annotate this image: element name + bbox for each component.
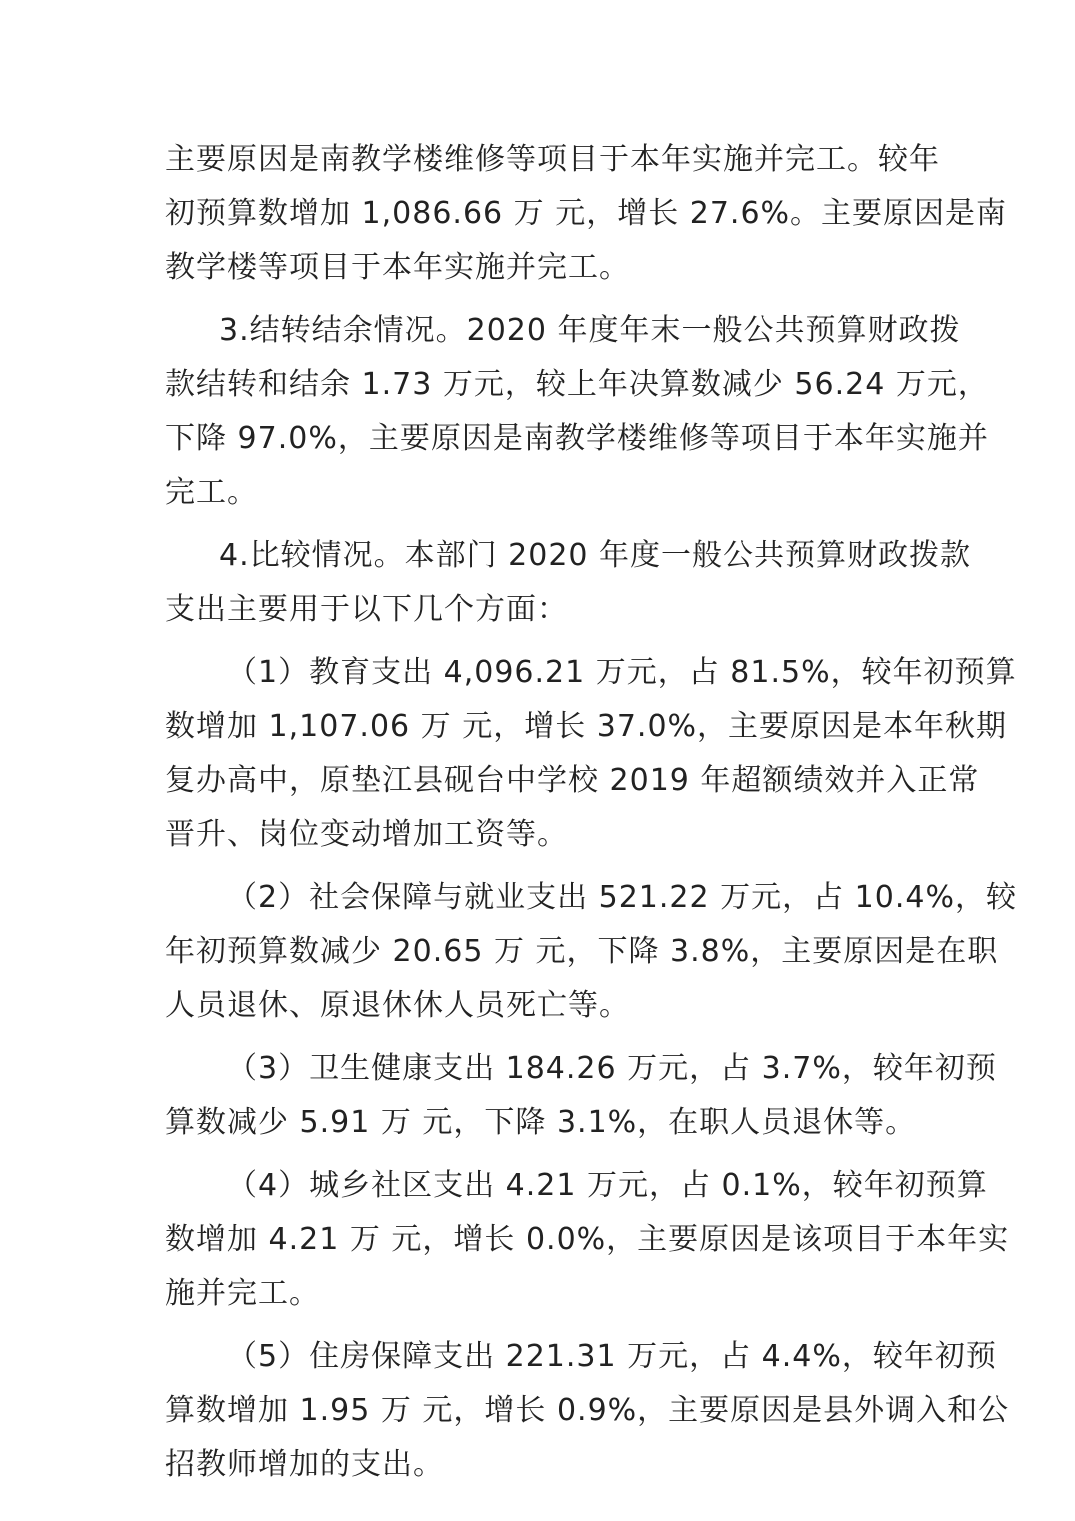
text-line: （2）社会保障与就业支出 521.22 万元，占 10.4%，较 bbox=[227, 880, 1017, 915]
text-line: （1）教育支出 4,096.21 万元，占 81.5%，较年初预算 bbox=[227, 655, 1017, 690]
text-line: 支出主要用于以下几个方面： bbox=[165, 592, 568, 627]
text-line: 教学楼等项目于本年实施并完工。 bbox=[165, 250, 630, 285]
text-line: 招教师增加的支出。 bbox=[165, 1447, 444, 1482]
text-line: 下降 97.0%，主要原因是南教学楼维修等项目于本年实施并 bbox=[165, 421, 989, 456]
text-line: 4.比较情况。本部门 2020 年度一般公共预算财政拨款 bbox=[219, 538, 972, 573]
text-line: 晋升、岗位变动增加工资等。 bbox=[165, 817, 568, 852]
text-line: 数增加 1,107.06 万 元，增长 37.0%，主要原因是本年秋期 bbox=[165, 709, 1008, 744]
text-line: 主要原因是南教学楼维修等项目于本年实施并完工。较年 bbox=[165, 142, 940, 177]
text-line: 施并完工。 bbox=[165, 1276, 320, 1311]
paragraph-education-expense bbox=[165, 646, 1017, 862]
text-line: 年初预算数减少 20.65 万 元，下降 3.8%，主要原因是在职 bbox=[165, 934, 999, 969]
text-line: 数增加 4.21 万 元，增长 0.0%，主要原因是该项目于本年实 bbox=[165, 1222, 1010, 1257]
paragraph-social-security-expense bbox=[165, 871, 1017, 1033]
text-line: （3）卫生健康支出 184.26 万元，占 3.7%，较年初预 bbox=[227, 1051, 997, 1086]
text-line: （4）城乡社区支出 4.21 万元，占 0.1%，较年初预算 bbox=[227, 1168, 988, 1203]
text-line: （5）住房保障支出 221.31 万元，占 4.4%，较年初预 bbox=[227, 1339, 997, 1374]
paragraph-continuation bbox=[165, 133, 1008, 295]
paragraph-carryover-balance bbox=[165, 304, 989, 520]
text-line: 人员退休、原退休休人员死亡等。 bbox=[165, 988, 630, 1023]
paragraph-comparison bbox=[165, 529, 972, 637]
document-body bbox=[165, 133, 1017, 1501]
text-line: 初预算数增加 1,086.66 万 元，增长 27.6%。主要原因是南 bbox=[165, 196, 1008, 231]
text-line: 算数增加 1.95 万 元，增长 0.9%，主要原因是县外调入和公 bbox=[165, 1393, 1010, 1428]
text-line: 复办高中，原垫江县砚台中学校 2019 年超额绩效并入正常 bbox=[165, 763, 980, 798]
paragraph-health-expense bbox=[165, 1042, 997, 1150]
text-line: 3.结转结余情况。2020 年度年末一般公共预算财政拨 bbox=[219, 313, 961, 348]
text-line: 款结转和结余 1.73 万元，较上年决算数减少 56.24 万元， bbox=[165, 367, 989, 402]
paragraph-housing-expense bbox=[165, 1330, 1010, 1492]
text-line: 算数减少 5.91 万 元，下降 3.1%，在职人员退休等。 bbox=[165, 1105, 917, 1140]
text-line: 完工。 bbox=[165, 475, 258, 510]
paragraph-community-expense bbox=[165, 1159, 1010, 1321]
